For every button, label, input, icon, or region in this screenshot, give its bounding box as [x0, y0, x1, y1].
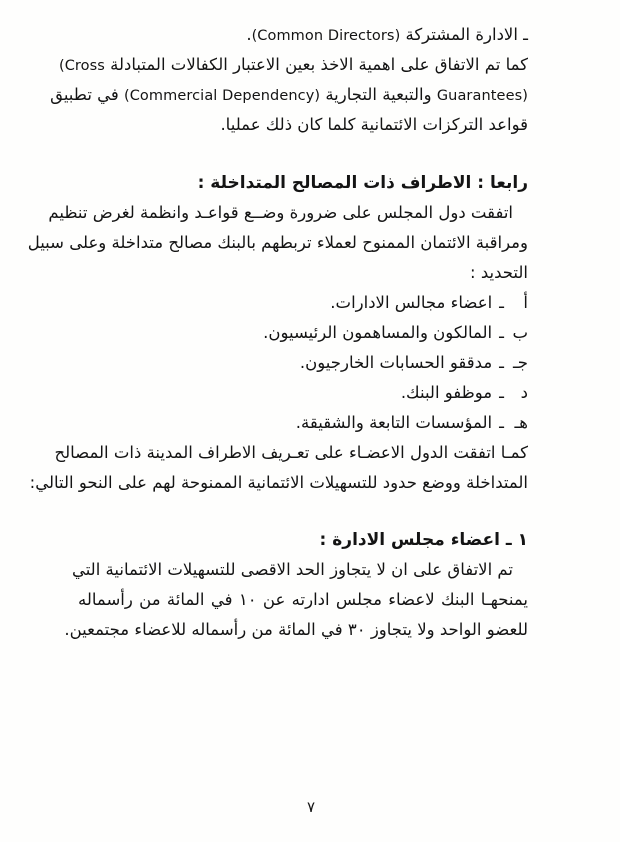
- para1-line1: [78, 20, 528, 50]
- list-item-a-marker: أ: [523, 293, 528, 312]
- list-item-b-marker: ب: [512, 323, 528, 342]
- section-heading-interrelated-parties: رابعا : الاطراف ذات المصالح المتداخلة :: [197, 173, 528, 193]
- para1-line1-period: .: [246, 25, 252, 44]
- page-number: ٧: [306, 798, 316, 816]
- para4-line2: يمنحهـا البنك لاعضاء مجلس ادارته عن ١٠ في المائة من رأسماله: [78, 590, 528, 609]
- list-item-h-marker: هـ: [514, 413, 528, 432]
- para4-line1: تم الاتفاق على ان لا يتجاوز الحد الاقصى للتسهيلات الائتمانية التي: [71, 560, 513, 579]
- para1-line1-english: (Common Directors): [251, 28, 401, 44]
- list-item-h-dash: ـ: [499, 413, 504, 432]
- para1-line3: [50, 80, 528, 110]
- para1-line4: قواعد التركزات الائتمانية كلما كان ذلك عمليا.: [220, 115, 528, 134]
- para3-line2: المتداخلة ووضع حدود للتسهيلات الائتمانية الممنوحة لهم على النحو التالي:: [29, 473, 528, 492]
- list-item-j: [78, 348, 528, 378]
- para1-line3-english-1: Guarantees): [436, 88, 528, 104]
- para3-line1: كمـا اتفقت الدول الاعضـاء على تعـريف الاطراف المدينة ذات المصالح: [54, 443, 528, 462]
- text-block: [27, 20, 528, 645]
- list-item-a: [78, 288, 528, 318]
- para1-line2: [59, 50, 528, 80]
- para1-line3-arabic-1: والتبعية التجارية: [320, 85, 437, 104]
- para2-line1: اتفقت دول المجلس على ضرورة وضــع قواعـد وانظمة لغرض تنظيم: [48, 203, 513, 222]
- list-item-a-dash: ـ: [499, 293, 504, 312]
- para1-line2-english: (Cross: [59, 58, 105, 74]
- para1-line3-arabic-2: في تطبيق: [50, 85, 125, 104]
- list-item-b: [78, 318, 528, 348]
- list-item-b-dash: ـ: [499, 323, 504, 342]
- list-item-a-text: اعضاء مجالس الادارات.: [330, 293, 493, 312]
- list-item-d-dash: ـ: [499, 383, 504, 402]
- para2-line3: التحديد :: [470, 263, 528, 282]
- para1-line2-arabic: كما تم الاتفاق على اهمية الاخذ بعين الاعتبار الكفالات المتبادلة: [104, 55, 528, 74]
- list-item-h: [78, 408, 528, 438]
- list-item-j-marker: جـ: [512, 353, 528, 372]
- list-item-d: [78, 378, 528, 408]
- section-heading-board-members: ١ ـ اعضاء مجلس الادارة :: [319, 530, 528, 550]
- list-item-b-text: المالكون والمساهمون الرئيسيون.: [263, 323, 493, 342]
- list-item-h-text: المؤسسات التابعة والشقيقة.: [295, 413, 493, 432]
- list-item-d-text: موظفو البنك.: [400, 383, 493, 402]
- para1-line3-english-2: (Commercial Dependency): [124, 88, 321, 104]
- para4-line3: للعضو الواحد ولا يتجاوز ٣٠ في المائة من رأسماله للاعضاء مجتمعين.: [64, 620, 528, 639]
- para2-line2: ومراقبة الائتمان الممنوح لعملاء تربطهم بالبنك مصالح متداخلة وعلى سبيل: [27, 233, 528, 252]
- list-item-j-dash: ـ: [499, 353, 504, 372]
- para1-line1-arabic: ـ الادارة المشتركة: [400, 25, 528, 44]
- list-item-j-text: مدققو الحسابات الخارجيون.: [299, 353, 493, 372]
- list-item-d-marker: د: [520, 383, 528, 402]
